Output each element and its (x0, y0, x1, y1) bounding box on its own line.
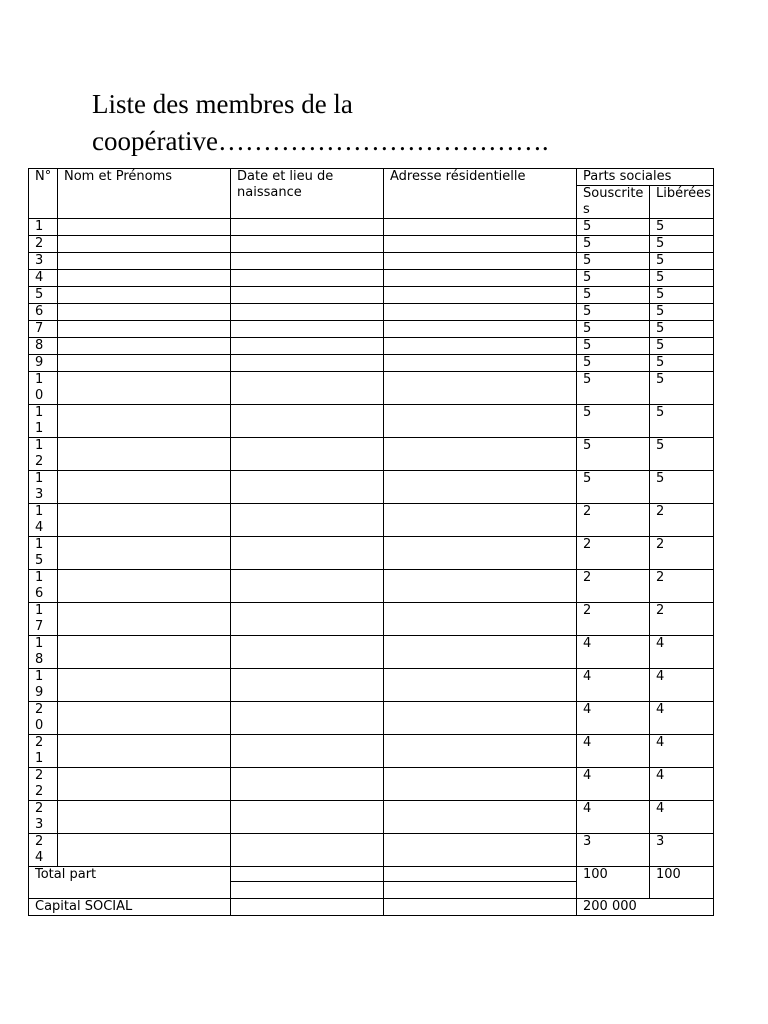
birth-cell (231, 768, 384, 801)
birth-cell (231, 270, 384, 287)
title-line-2: coopérative………………………………. (92, 126, 549, 156)
row-number: 23 (29, 801, 58, 834)
name-cell (58, 219, 231, 236)
address-cell (384, 735, 577, 768)
table-row (29, 405, 714, 438)
subscribed-cell: 4 (577, 702, 650, 735)
birth-cell (231, 304, 384, 321)
name-cell (58, 355, 231, 372)
row-number: 3 (29, 253, 58, 270)
table-row (29, 669, 714, 702)
row-number: 24 (29, 834, 58, 867)
paid-cell: 4 (650, 636, 714, 669)
row-number: 14 (29, 504, 58, 537)
row-number: 17 (29, 603, 58, 636)
paid-cell: 2 (650, 603, 714, 636)
subscribed-cell: 5 (577, 372, 650, 405)
name-cell (58, 801, 231, 834)
paid-cell: 5 (650, 438, 714, 471)
birth-cell (231, 471, 384, 504)
table-row (29, 801, 714, 834)
birth-cell (231, 735, 384, 768)
table-row (29, 570, 714, 603)
address-cell (384, 834, 577, 867)
row-number: 20 (29, 702, 58, 735)
row-number: 18 (29, 636, 58, 669)
members-table (28, 168, 714, 916)
name-cell (58, 438, 231, 471)
table-row (29, 504, 714, 537)
name-cell (58, 735, 231, 768)
address-cell (384, 287, 577, 304)
name-cell (58, 537, 231, 570)
birth-cell (231, 355, 384, 372)
header-subscribed: Souscrites (577, 186, 650, 219)
table-row (29, 603, 714, 636)
table-row (29, 834, 714, 867)
subscribed-cell: 5 (577, 338, 650, 355)
header-paid: Libérées (650, 186, 714, 219)
subscribed-cell: 5 (577, 236, 650, 253)
subscribed-cell: 4 (577, 636, 650, 669)
paid-cell: 4 (650, 801, 714, 834)
birth-cell (231, 287, 384, 304)
table-row (29, 735, 714, 768)
birth-cell (231, 372, 384, 405)
birth-cell (231, 321, 384, 338)
table-row (29, 287, 714, 304)
name-cell (58, 270, 231, 287)
paid-cell: 4 (650, 702, 714, 735)
paid-cell: 5 (650, 253, 714, 270)
subscribed-cell: 3 (577, 834, 650, 867)
total-label: Total part (29, 867, 231, 899)
paid-cell: 5 (650, 321, 714, 338)
row-number: 4 (29, 270, 58, 287)
table-row (29, 321, 714, 338)
paid-cell: 5 (650, 372, 714, 405)
subscribed-cell: 5 (577, 405, 650, 438)
subscribed-cell: 5 (577, 471, 650, 504)
name-cell (58, 702, 231, 735)
table-row (29, 355, 714, 372)
subscribed-cell: 2 (577, 570, 650, 603)
subscribed-cell: 5 (577, 253, 650, 270)
paid-cell: 4 (650, 768, 714, 801)
subscribed-cell: 2 (577, 504, 650, 537)
address-cell (384, 219, 577, 236)
birth-cell (231, 219, 384, 236)
address-cell (384, 270, 577, 287)
row-number: 7 (29, 321, 58, 338)
name-cell (58, 338, 231, 355)
total-birth-cell (231, 867, 384, 882)
birth-cell (231, 438, 384, 471)
capital-birth-cell (231, 899, 384, 916)
table-row (29, 636, 714, 669)
header-num: N° (29, 169, 58, 219)
table-row (29, 236, 714, 253)
subscribed-cell: 4 (577, 768, 650, 801)
subscribed-cell: 5 (577, 287, 650, 304)
address-cell (384, 438, 577, 471)
birth-cell (231, 669, 384, 702)
paid-cell: 2 (650, 570, 714, 603)
birth-cell (231, 405, 384, 438)
header-birth: Date et lieu de naissance (231, 169, 384, 219)
header-name: Nom et Prénoms (58, 169, 231, 219)
paid-cell: 5 (650, 304, 714, 321)
subscribed-cell: 5 (577, 321, 650, 338)
name-cell (58, 253, 231, 270)
subscribed-cell: 4 (577, 669, 650, 702)
address-cell (384, 537, 577, 570)
name-cell (58, 372, 231, 405)
birth-cell (231, 537, 384, 570)
row-number: 6 (29, 304, 58, 321)
address-cell (384, 372, 577, 405)
address-cell (384, 801, 577, 834)
capital-label: Capital SOCIAL (29, 899, 231, 916)
address-cell (384, 253, 577, 270)
name-cell (58, 236, 231, 253)
name-cell (58, 669, 231, 702)
capital-row (29, 899, 714, 916)
subscribed-cell: 4 (577, 801, 650, 834)
row-number: 11 (29, 405, 58, 438)
row-number: 16 (29, 570, 58, 603)
address-cell (384, 768, 577, 801)
row-number: 1 (29, 219, 58, 236)
address-cell (384, 570, 577, 603)
address-cell (384, 504, 577, 537)
name-cell (58, 768, 231, 801)
paid-cell: 5 (650, 287, 714, 304)
name-cell (58, 405, 231, 438)
address-cell (384, 236, 577, 253)
subscribed-cell: 5 (577, 270, 650, 287)
table-row (29, 471, 714, 504)
row-number: 2 (29, 236, 58, 253)
subscribed-cell: 2 (577, 537, 650, 570)
birth-cell (231, 253, 384, 270)
subscribed-cell: 5 (577, 219, 650, 236)
row-number: 9 (29, 355, 58, 372)
paid-cell: 4 (650, 669, 714, 702)
row-number: 21 (29, 735, 58, 768)
total-subscribed: 100 (577, 867, 650, 899)
table-row (29, 219, 714, 236)
capital-value: 200 000 (577, 899, 714, 916)
row-number: 15 (29, 537, 58, 570)
birth-cell (231, 834, 384, 867)
paid-cell: 5 (650, 471, 714, 504)
paid-cell: 2 (650, 504, 714, 537)
total-paid: 100 (650, 867, 714, 899)
name-cell (58, 287, 231, 304)
paid-cell: 5 (650, 355, 714, 372)
total-birth-cell (231, 882, 384, 899)
name-cell (58, 570, 231, 603)
birth-cell (231, 338, 384, 355)
row-number: 10 (29, 372, 58, 405)
paid-cell: 5 (650, 338, 714, 355)
row-number: 8 (29, 338, 58, 355)
paid-cell: 5 (650, 405, 714, 438)
title-line-1: Liste des membres de la (92, 89, 353, 119)
subscribed-cell: 5 (577, 355, 650, 372)
name-cell (58, 504, 231, 537)
table-row (29, 270, 714, 287)
table-row (29, 372, 714, 405)
paid-cell: 5 (650, 219, 714, 236)
name-cell (58, 304, 231, 321)
table-row (29, 537, 714, 570)
total-address-cell (384, 867, 577, 882)
address-cell (384, 355, 577, 372)
birth-cell (231, 801, 384, 834)
table-row (29, 768, 714, 801)
capital-address-cell (384, 899, 577, 916)
address-cell (384, 405, 577, 438)
birth-cell (231, 504, 384, 537)
subscribed-cell: 2 (577, 603, 650, 636)
total-address-cell (384, 882, 577, 899)
paid-cell: 3 (650, 834, 714, 867)
header-parts: Parts sociales (577, 169, 714, 186)
row-number: 13 (29, 471, 58, 504)
birth-cell (231, 570, 384, 603)
name-cell (58, 321, 231, 338)
row-number: 19 (29, 669, 58, 702)
paid-cell: 5 (650, 270, 714, 287)
subscribed-cell: 5 (577, 438, 650, 471)
address-cell (384, 669, 577, 702)
header-row (29, 169, 714, 186)
address-cell (384, 321, 577, 338)
document-title (92, 86, 652, 160)
name-cell (58, 834, 231, 867)
paid-cell: 5 (650, 236, 714, 253)
table-row (29, 304, 714, 321)
birth-cell (231, 636, 384, 669)
birth-cell (231, 603, 384, 636)
birth-cell (231, 236, 384, 253)
name-cell (58, 603, 231, 636)
address-cell (384, 304, 577, 321)
table-row (29, 702, 714, 735)
table-row (29, 253, 714, 270)
name-cell (58, 471, 231, 504)
row-number: 22 (29, 768, 58, 801)
name-cell (58, 636, 231, 669)
table-row (29, 438, 714, 471)
address-cell (384, 636, 577, 669)
address-cell (384, 702, 577, 735)
row-number: 5 (29, 287, 58, 304)
total-row (29, 867, 714, 882)
table-row (29, 338, 714, 355)
address-cell (384, 471, 577, 504)
subscribed-cell: 4 (577, 735, 650, 768)
paid-cell: 2 (650, 537, 714, 570)
birth-cell (231, 702, 384, 735)
address-cell (384, 603, 577, 636)
subscribed-cell: 5 (577, 304, 650, 321)
paid-cell: 4 (650, 735, 714, 768)
header-address: Adresse résidentielle (384, 169, 577, 219)
row-number: 12 (29, 438, 58, 471)
address-cell (384, 338, 577, 355)
